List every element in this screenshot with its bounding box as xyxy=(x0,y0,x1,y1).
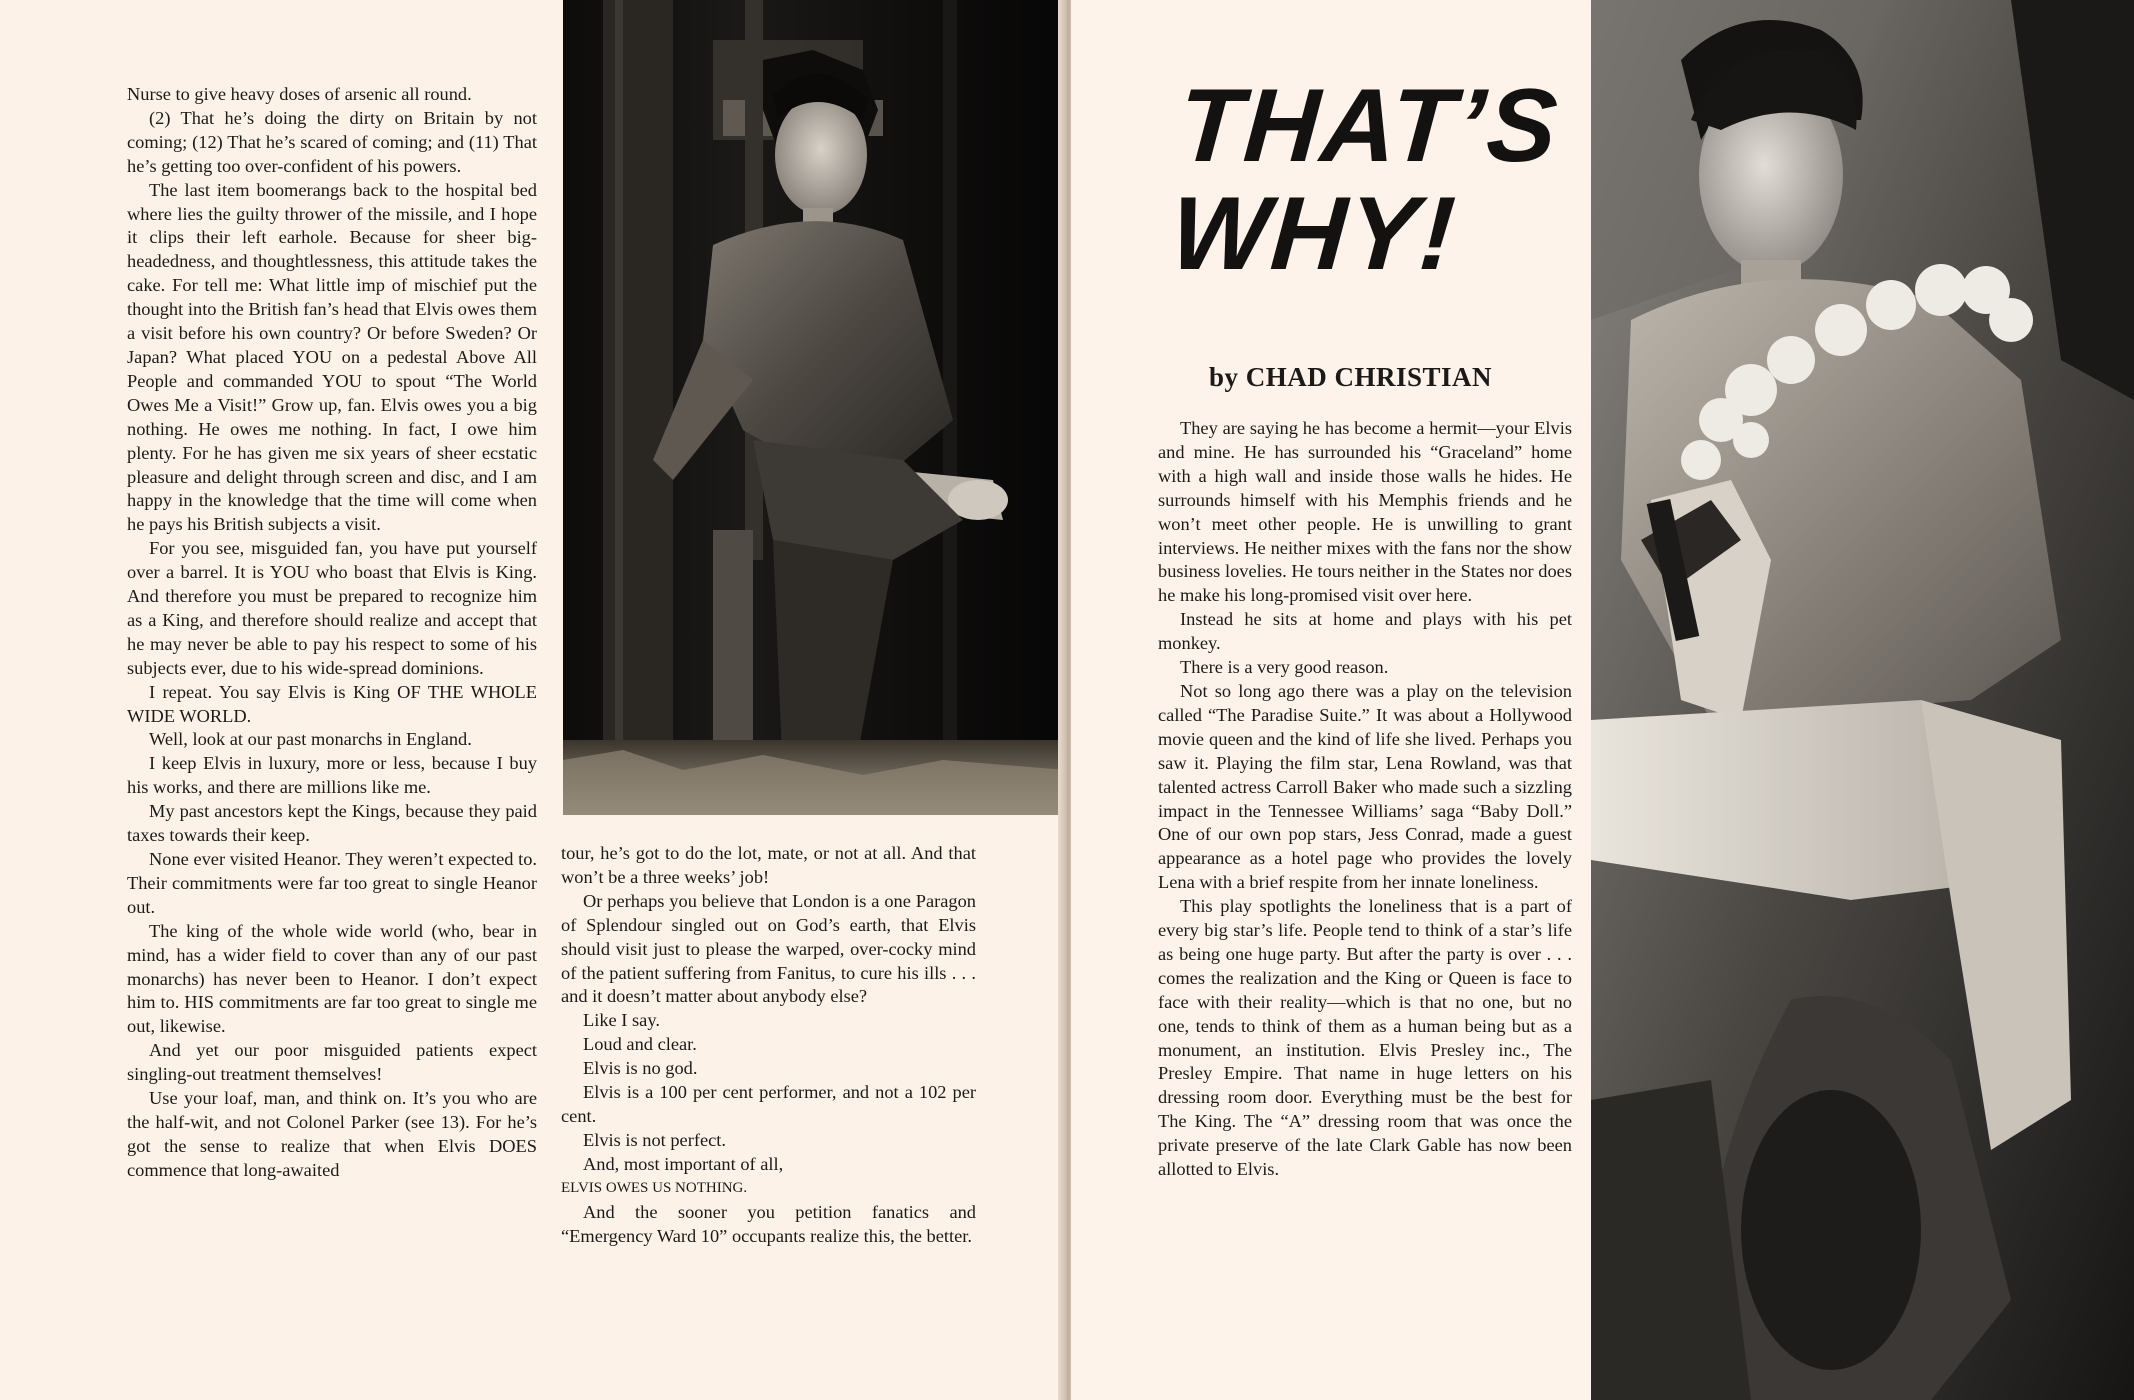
paragraph: (2) That he’s doing the dirty on Britain by not coming; (12) That he’s scared of coming; and (11) That he’s getting too over-confident of his powers. xyxy=(127,107,537,176)
left-page xyxy=(0,0,1063,1400)
headline-line-2: WHY! xyxy=(1167,176,1461,292)
article-byline: by CHAD CHRISTIAN xyxy=(1209,362,1493,392)
paragraph: Loud and clear. xyxy=(583,1034,697,1055)
paragraph: Not so long ago there was a play on the television called “The Paradise Suite.” It was about a Hollywood movie queen and the kind of life she lived. Perhaps you saw it. Playing the film star, Lena Rowland, was that talented actress Carroll Baker who made such a sizzling impact in the Tennessee Williams’ saga “Baby Doll.” One of our own pop stars, Jess Conrad, made a guest appearance as a hotel page who provides the lovely Lena with a brief respite from her innate loneliness. xyxy=(1158,680,1572,893)
paragraph: ELVIS OWES US NOTHING. xyxy=(561,1179,748,1196)
paragraph: Like I say. xyxy=(583,1010,660,1031)
right-text-column xyxy=(1158,417,1572,1182)
paragraph: For you see, misguided fan, you have put yourself over a barrel. It is YOU who boast that Elvis is King. And therefore you must be prepared to recognize him as a King, and therefore should realize and accept that he may never be able to pay his respect to some of his subjects ever, due to his wide-spread dominions. xyxy=(127,538,537,678)
paragraph: I repeat. You say Elvis is King OF THE WHOLE WIDE WORLD. xyxy=(127,681,537,726)
article-headline xyxy=(1167,68,1582,292)
photo-young-man-image xyxy=(563,0,1066,815)
paragraph: I keep Elvis in luxury, more or less, because I buy his works, and there are millions like me. xyxy=(127,753,537,798)
photo-young-man-seated-in-shadow xyxy=(563,0,1066,815)
headline-line-1: THAT’S xyxy=(1174,68,1563,184)
paragraph: This play spotlights the loneliness that is a part of every big star’s life. People tend to think of a star’s life as being one huge party. But after the party is over . . . comes the realization and the King or Queen is face to face with their reality—which is that no one, but no one, tends to think of them as a human being but as a monument, an institution. Elvis Presley inc., The Presley Empire. That name in huge letters on his dressing room door. Everything must be the best for The King. The “A” dressing room that was once the private preserve of the late Clark Gable has now been allotted to Elvis. xyxy=(1158,896,1572,1180)
paragraph: None ever visited Heanor. They weren’t expected to. Their commitments were far too great to single Heanor out. xyxy=(127,849,537,917)
paragraph: The last item boomerangs back to the hospital bed where lies the guilty thrower of the missile, and I hope it clips their left earhole. Because for sheer big-headedness, and thoughtlessness, this attitude takes the cake. For tell me: What little imp of mischief put the thought into the British fan’s head that Elvis owes them a visit before his own country? Or before Sweden? Or Japan? What placed YOU on a pedestal Above All People and commanded YOU to spout “The World Owes Me a Visit!” Grow up, fan. Elvis owes you a big nothing. He owes me nothing. In fact, I owe him plenty. For he has given me six years of sheer ecstatic pleasure and delight through screen and disc, and I am happy in the knowledge that the time will come when he pays his British subjects a visit. xyxy=(127,179,537,535)
paragraph: Elvis is a 100 per cent performer, and not a 102 per cent. xyxy=(561,1082,976,1126)
paragraph: My past ancestors kept the Kings, because they paid taxes towards their keep. xyxy=(127,801,537,846)
paragraph: They are saying he has become a hermit—your Elvis and mine. He has surrounded his “Graceland” home with a high wall and inside those walls he hides. He surrounds himself with his Memphis friends and he won’t meet other people. He is unwilling to grant interviews. He neither mixes with the fans nor the show business lovelies. He tours neither in the States nor does he make his long-promised visit over here. xyxy=(1158,418,1572,606)
paragraph: The king of the whole wide world (who, bear in mind, has a wider field to cover than any of our past monarchs) has never been to Heanor. I don’t expect him to. HIS commitments are far too great to single me out, likewise. xyxy=(127,920,537,1037)
left-text-column-2 xyxy=(561,842,976,1248)
paragraph: And the sooner you petition fanatics and “Emergency Ward 10” occupants realize this, the better. xyxy=(561,1201,976,1246)
paragraph: There is a very good reason. xyxy=(1180,657,1389,678)
paragraph: Or perhaps you believe that London is a one Paragon of Splendour singled out on God’s earth, that Elvis should visit just to please the warped, over-cocky mind of the patient suffering from Fanitus, to cure his ills . . . and it doesn’t matter about anybody else? xyxy=(561,890,976,1007)
paragraph: Elvis is not perfect. xyxy=(583,1129,727,1150)
right-page xyxy=(1071,0,2134,1400)
paragraph: And yet our poor misguided patients expect singling-out treatment themselves! xyxy=(127,1040,537,1085)
paragraph: Instead he sits at home and plays with his pet monkey. xyxy=(1158,609,1572,654)
paragraph: tour, he’s got to do the lot, mate, or not at all. And that won’t be a three weeks’ job! xyxy=(561,843,976,887)
left-text-column-1 xyxy=(127,83,537,1183)
paragraph: And, most important of all, xyxy=(583,1153,784,1174)
photo-man-with-lei-image xyxy=(1591,0,2134,1400)
photo-man-with-lei-and-ukulele xyxy=(1591,0,2134,1400)
paragraph: Well, look at our past monarchs in England. xyxy=(149,729,472,750)
paragraph: Nurse to give heavy doses of arsenic all round. xyxy=(127,84,472,104)
paragraph: Elvis is no god. xyxy=(583,1058,698,1079)
paragraph: Use your loaf, man, and think on. It’s you who are the half-wit, and not Colonel Parker (see 13). For he’s got the sense to realize that when Elvis DOES commence that long-awaited xyxy=(127,1088,537,1180)
